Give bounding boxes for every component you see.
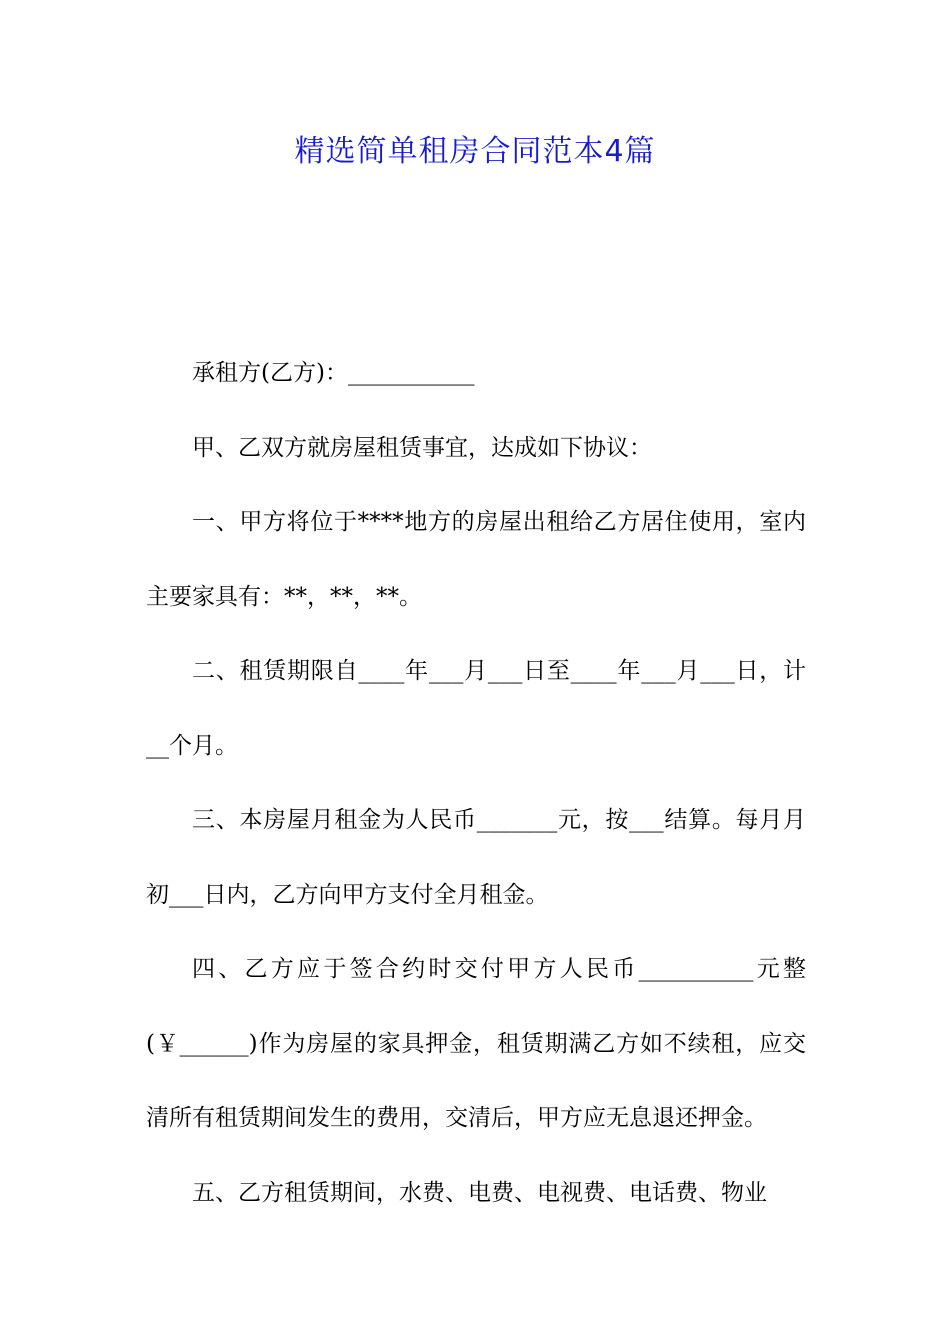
paragraph-clause-1: 一、甲方将位于****地方的房屋出租给乙方居住使用，室内主要家具有：**，**，**。 [146,509,806,610]
paragraph-clause-5: 五、乙方租赁期间，水费、电费、电视费、电话费、物业 [192,1179,767,1206]
paragraph-clause-4: 四、乙方应于签合约时交付甲方人民币__________元整(￥______)作为房屋的家具押金，租赁期满乙方如不续租，应交清所有租赁期间发生的费用，交清后，甲方应无息退还押金。 [146,956,806,1131]
paragraph-tenant: 承租方(乙方)：___________ [192,360,475,386]
paragraph-clause-3: 三、本房屋月租金为人民币_______元，按___结算。每月月初___日内，乙方向甲方支付全月租金。 [146,807,806,908]
contract-body [146,336,806,1230]
paragraph-agreement-intro: 甲、乙双方就房屋租赁事宜，达成如下协议： [192,434,652,461]
paragraph-clause-2: 二、租赁期限自____年___月___日至____年___月___日，计__个月。 [146,658,806,759]
document-title: 精选简单租房合同范本4篇 [294,134,656,169]
